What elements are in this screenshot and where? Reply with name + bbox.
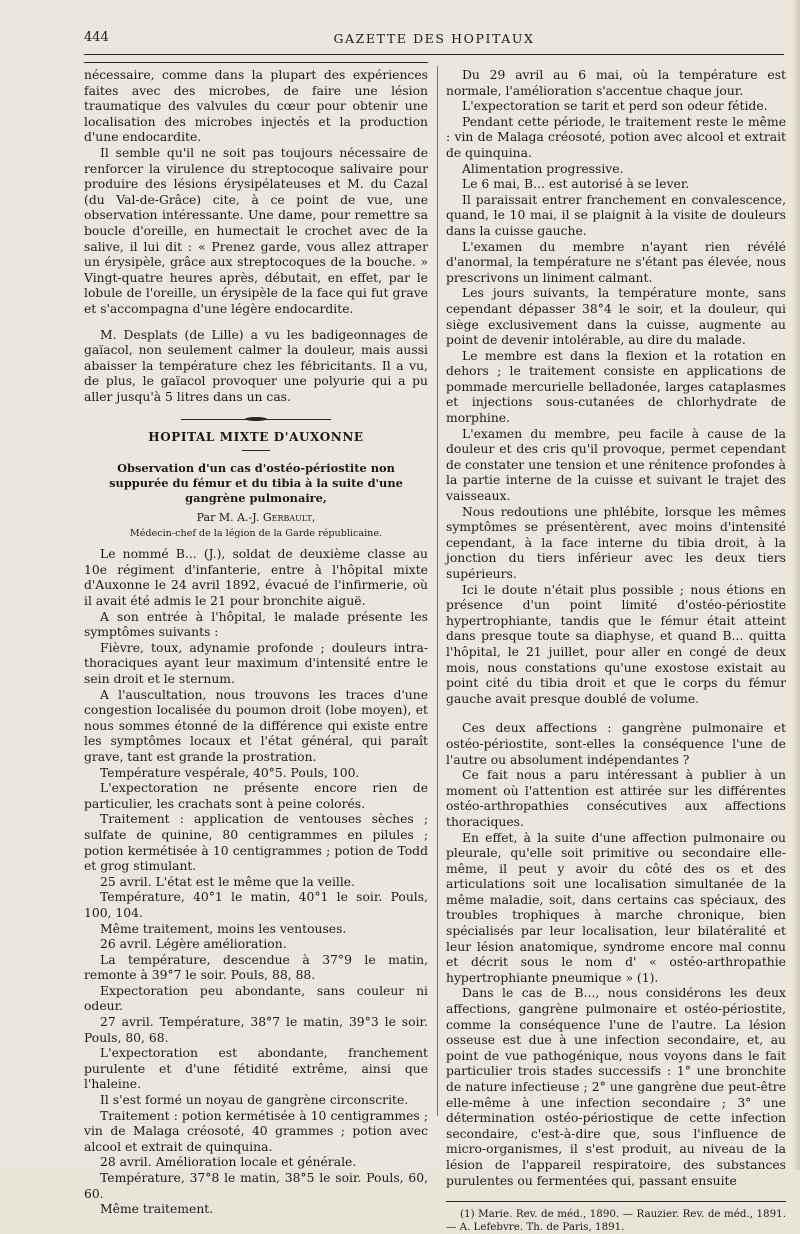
paragraph: Pendant cette période, le traitement reste le même : vin de Malaga créosoté, potion avec alcool et extrait de quinquina. (446, 114, 786, 160)
byline-prefix: Par M. A.-J. (196, 511, 260, 525)
paragraph: Il s'est formé un noyau de gangrène circonscrite. (100, 1093, 409, 1108)
paragraph: L'expectoration est abondante, franchement purulente et d'une fétidité extrême, ainsi que l'haleine. (84, 1046, 428, 1092)
paragraph: Ce fait nous a paru intéressant à publier à un moment où l'attention est attirée sur les différentes ostéo-arthropathies consécutives aux affections thoraciques. (446, 768, 786, 829)
paragraph: 25 avril. L'état est le même que la veille. (100, 874, 356, 889)
paragraph: Même traitement, moins les ventouses. (100, 921, 347, 936)
page-header (84, 30, 784, 55)
top-rule (84, 62, 428, 63)
paragraph: En effet, à la suite d'une affection pulmonaire ou pleurale, qu'elle soit primitive ou secondaire elle-même, il peut y avoir du côté des os et des articulations soit une localisation simultanée de la même maladie, soit, dans certains cas spéciaux, des troubles trophiques à marche chronique, bien spécialisés par leur localisation, leur bilatéralité et leur lésion anatomique, syndrome encore mal connu et décrit sous le nom d' « ostéo-arthropathie hypertrophiante pneumique » (1). (446, 830, 786, 985)
section-title: HOPITAL MIXTE D'AUXONNE (148, 430, 364, 445)
paragraph: Traitement : application de ventouses sèches ; sulfate de quinine, 80 centigrammes en pilules ; potion kermétisée à 10 centigrammes ; potion de Todd et grog stimulant. (84, 812, 428, 874)
ornament-divider (181, 419, 331, 420)
paragraph: Traitement : potion kermétisée à 10 centigrammes ; vin de Malaga créosoté, 40 grammes ; potion avec alcool et extrait de quinquina. (84, 1108, 428, 1154)
footnote: (1) Marie. Rev. de méd., 1890. — Rauzier. Rev. de méd., 1891. — A. Lefebvre. Th. de Paris, 1891. (446, 1208, 786, 1234)
author-affiliation: Médecin-chef de la légion de la Garde républicaine. (129, 527, 383, 539)
paragraph: Les jours suivants, la température monte, sans cependant dépasser 38°4 le soir, et la douleur, qui siège exclusivement dans la cuisse, augmente au point de devenir intolérable, au dire du malade. (446, 286, 786, 348)
paragraph: Le nommé B... (J.), soldat de deuxième classe au 10e régiment d'infanterie, entre à l'hôpital mixte d'Auxonne le 24 avril 1892, évacué de l'infirmerie, où il avait été admis le 21 pour bronchite aiguë. (84, 547, 428, 609)
article-title: Observation d'un cas d'ostéo-périostite non suppurée du fémur et du tibia à la suite d'une gangrène pulmonaire, (109, 461, 403, 506)
paragraph: A l'auscultation, nous trouvons les traces d'une congestion localisée du poumon droit (lobe moyen), et nous sommes étonné de la différence qui existe entre les symptômes locaux et l'état général, qui paraît grave, tant est grande la prostration. (84, 687, 428, 764)
paragraph: M. Desplats (de Lille) a vu les badigeonnages de gaïacol, non seulement calmer la douleur, mais aussi abaisser la température chez les fébricitants. Il a vu, de plus, le gaïacol provoquer une polyurie qui a pu aller jusqu'à 5 litres dans un cas. (84, 327, 428, 404)
author-name: Gerbault, (262, 511, 316, 525)
short-rule (242, 450, 270, 451)
paragraph: 28 avril. Amélioration locale et générale. (100, 1155, 357, 1170)
paragraph: Fièvre, toux, adynamie profonde ; douleurs intra-thoraciques ayant leur maximum d'intensité entre le sein droit et le sternum. (84, 640, 428, 686)
page-edge-shadow (792, 0, 800, 1170)
paragraph: Ces deux affections : gangrène pulmonaire et ostéo-périostite, sont-elles la conséquence l'une de l'autre ou absolument indépendantes ? (446, 721, 786, 767)
paragraph: Température, 37°8 le matin, 38°5 le soir. Pouls, 60, 60. (84, 1171, 428, 1201)
column-divider (437, 66, 438, 1116)
paragraph: Température, 40°1 le matin, 40°1 le soir. Pouls, 100, 104. (84, 890, 428, 920)
paragraph: 27 avril. Température, 38°7 le matin, 39°3 le soir. Pouls, 80, 68. (84, 1015, 428, 1045)
paragraph: nécessaire, comme dans la plupart des expériences faites avec des microbes, de faire une lésion traumatique des valvules du cœur pour obtenir une localisation des microbes injectés et la production d'une endocardite. (84, 68, 428, 145)
paragraph: Expectoration peu abondante, sans couleur ni odeur. (84, 983, 428, 1014)
paragraph: Alimentation progressive. (462, 161, 624, 176)
paragraph: 26 avril. Légère amélioration. (100, 937, 287, 952)
page-number: 444 (84, 30, 109, 45)
paragraph: La température, descendue à 37°9 le matin, remonte à 39°7 le soir. Pouls, 88, 88. (84, 952, 428, 983)
paragraph: L'examen du membre, peu facile à cause de la douleur et des cris qu'il provoque, permet cependant de constater une tension et une rénitence profondes à la partie interne de la cuisse et suivant le trajet des vaisseaux. (446, 426, 786, 504)
left-column (84, 68, 428, 1218)
paragraph: Il paraissait entrer franchement en convalescence, quand, le 10 mai, il se plaignit à la visite de douleurs dans la cuisse gauche. (446, 192, 786, 238)
paragraph: Du 29 avril au 6 mai, où la température est normale, l'amélioration s'accentue chaque jour. (446, 68, 786, 98)
footnote-rule (446, 1201, 786, 1202)
right-column (446, 68, 786, 1234)
paragraph: Nous redoutions une phlébite, lorsque les mêmes symptômes se présentèrent, avec moins d'intensité cependant, à la face interne du tibia droit, à la jonction du tiers inférieur avec les deux tiers supérieurs. (446, 504, 786, 581)
paragraph: Dans le cas de B..., nous considérons les deux affections, gangrène pulmonaire et ostéo-périostite, comme la conséquence l'une de l'autre. La lésion osseuse est due à une infection secondaire, et, au point de vue pathogénique, nous voyons dans le fait particulier trois stades successifs : 1° une bronchite de nature infectieuse ; 2° une gangrène due peut-être elle-même à une infection secondaire ; 3° une détermination ostéo-périostique de cette infection secondaire, c'est-à-dire que, sous l'influence de micro-organismes, il s'est produit, au niveau de la lésion de l'appareil respiratoire, des substances purulentes ou fermentées qui, passant ensuite (446, 986, 786, 1188)
paragraph: Ici le doute n'était plus possible ; nous étions en présence d'un point limité d'ostéo-périostite hypertrophiante, tandis que le fémur était atteint dans presque toute sa diaphyse, et quand B... quitta l'hôpital, le 21 juillet, pour aller en congé de deux mois, nous constations qu'une exostose existait au point cité du tibia droit et que le corps du fémur gauche avait presque doublé de volume. (446, 582, 786, 706)
byline (84, 510, 428, 526)
paragraph: A son entrée à l'hôpital, le malade présente les symptômes suivants : (84, 609, 428, 640)
paragraph: Le membre est dans la flexion et la rotation en dehors ; le traitement consiste en applications de pommade mercurielle belladonée, larges cataplasmes et injections sous-cutanées de chlorhydrate de morphine. (446, 348, 786, 426)
paragraph: L'expectoration se tarit et perd son odeur fétide. (462, 99, 768, 114)
journal-title: GAZETTE DES HOPITAUX (333, 31, 535, 46)
paragraph: Le 6 mai, B... est autorisé à se lever. (462, 177, 690, 192)
paragraph: L'examen du membre n'ayant rien révélé d'anormal, la température ne s'étant pas élevée, nous prescrivons un liniment calmant. (446, 239, 786, 285)
paragraph: Température vespérale, 40°5. Pouls, 100. (100, 765, 360, 780)
paragraph: L'expectoration ne présente encore rien de particulier, les crachats sont à peine colorés. (84, 781, 428, 811)
paragraph: Il semble qu'il ne soit pas toujours nécessaire de renforcer la virulence du streptocoque salivaire pour produire des lésions érysipélateuses et M. du Cazal (du Val-de-Grâce) cite, à ce point de vue, une observation intéressante. Une dame, pour remettre sa boucle d'oreille, en humectait le crochet avec de la salive, il lui dit : « Prenez garde, vous allez attraper un érysipèle, grâce aux streptocoques de la bouche. » Vingt-quatre heures après, débutait, en effet, par le lobule de l'oreille, un érysipèle de la face qui fut grave et s'accompagna d'une légère endocardite. (84, 145, 428, 316)
paragraph: Même traitement. (100, 1202, 214, 1217)
